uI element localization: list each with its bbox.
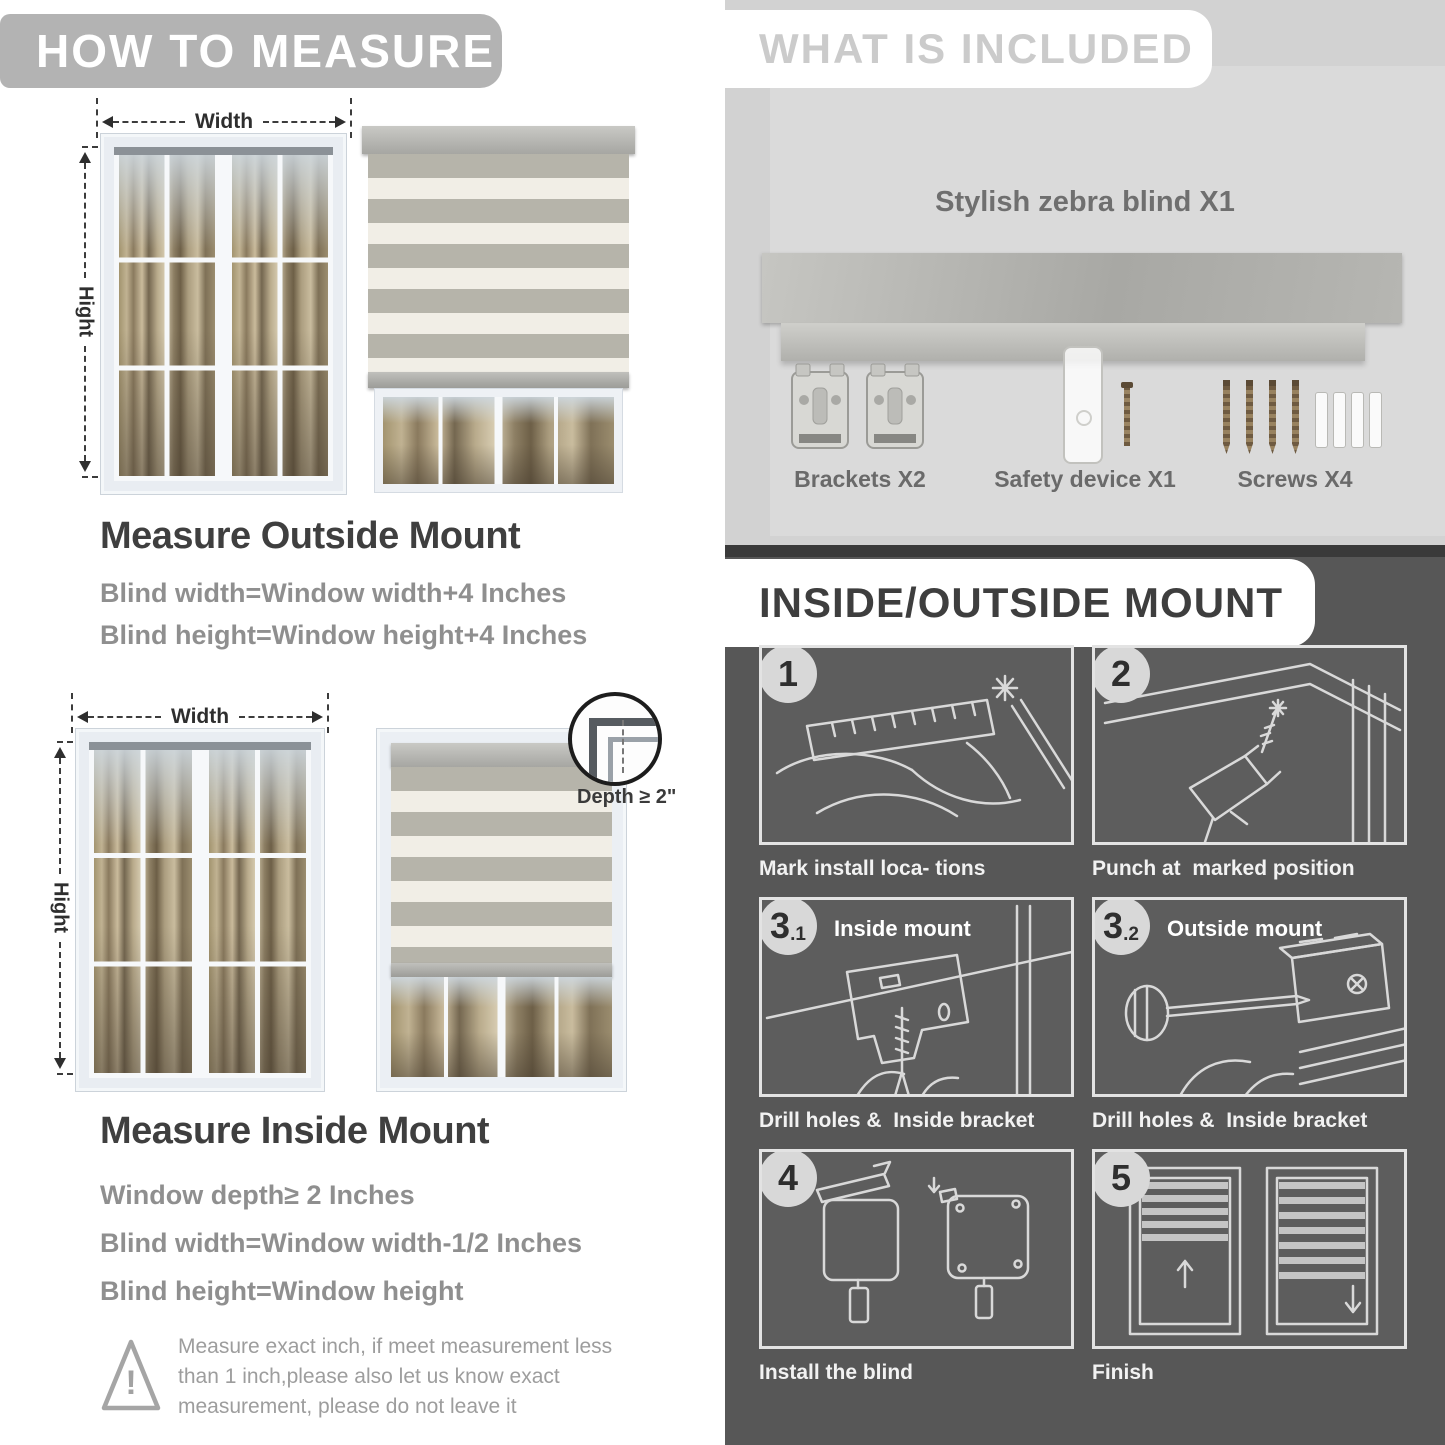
what-is-included-title: WHAT IS INCLUDED xyxy=(759,25,1194,72)
width-arrow xyxy=(96,110,352,134)
step-inner-title: Inside mount xyxy=(834,916,971,941)
width-label: Width xyxy=(170,705,230,728)
depth-label: Depth ≥ 2" xyxy=(577,786,677,808)
bracket-icon xyxy=(787,360,853,456)
outside-rule-height: Blind height=Window height+4 Inches xyxy=(100,620,588,650)
safety-device-icon xyxy=(1063,346,1103,464)
step-number-badge: 5 xyxy=(1092,1149,1150,1207)
height-arrow xyxy=(74,146,96,478)
window-peek xyxy=(374,388,623,493)
step-panel-2 xyxy=(1092,645,1407,845)
height-arrow xyxy=(49,741,71,1075)
screw-icon xyxy=(1246,380,1253,454)
window-peek xyxy=(391,977,612,1077)
what-is-included-section xyxy=(725,0,1445,545)
measure-outside-title: Measure Outside Mount xyxy=(100,515,521,557)
how-to-measure-title: HOW TO MEASURE xyxy=(36,25,496,77)
wall-anchor-icon xyxy=(1333,392,1346,448)
window-top-channel xyxy=(114,147,333,155)
width-arrow xyxy=(71,705,329,729)
step-caption: Punch at marked position xyxy=(1092,857,1355,880)
height-label: Hight xyxy=(74,286,97,338)
brackets-label: Brackets X2 xyxy=(794,466,926,492)
inside-outside-mount-title: INSIDE/OUTSIDE MOUNT xyxy=(759,579,1284,626)
how-to-measure-header xyxy=(0,14,502,88)
inside-mount-window-photo xyxy=(75,728,325,1092)
measure-note: Measure exact inch, if meet measurement less than 1 inch,please also let us know exact measurement, please do not leave it xyxy=(178,1335,613,1418)
blind-headrail-image xyxy=(762,253,1402,323)
zebra-blind-qty-label: Stylish zebra blind X1 xyxy=(935,186,1235,218)
step-caption: Finish xyxy=(1092,1361,1154,1384)
step-number-badge: 2 xyxy=(1092,645,1150,703)
screw-icon xyxy=(1223,380,1230,454)
width-tick-right xyxy=(350,98,352,138)
step-number-badge: 3 .2 xyxy=(1092,897,1150,955)
inside-outside-mount-header xyxy=(725,559,1315,647)
blind-bottom-rail xyxy=(391,963,612,977)
step-caption: Drill holes & Inside bracket xyxy=(759,1109,1035,1132)
step-panel-3-1 xyxy=(759,897,1074,1097)
arrow-up-icon xyxy=(54,741,66,758)
arrow-left-icon xyxy=(71,711,88,723)
step-caption: Drill holes & Inside bracket xyxy=(1092,1109,1368,1132)
inside-rule-width: Blind width=Window width-1/2 Inches xyxy=(100,1228,583,1258)
step-panel-4 xyxy=(759,1149,1074,1349)
window-sash xyxy=(114,147,220,481)
outside-rule-width: Blind width=Window width+4 Inches xyxy=(100,578,567,608)
window-muntins xyxy=(209,747,307,1073)
inside-rule-height: Blind height=Window height xyxy=(100,1276,464,1306)
step-inner-title: Outside mount xyxy=(1167,916,1323,941)
window-top-channel xyxy=(89,742,311,750)
window-muntins xyxy=(383,397,614,484)
wall-anchor-icon xyxy=(1351,392,1364,448)
width-label: Width xyxy=(194,110,254,133)
warning-exclamation: ! xyxy=(125,1363,137,1402)
window-muntins xyxy=(119,152,215,476)
window-sash xyxy=(227,147,333,481)
arrow-up-icon xyxy=(79,146,91,163)
step-panel-5 xyxy=(1092,1149,1407,1349)
what-is-included-header xyxy=(725,10,1212,88)
arrow-left-icon xyxy=(96,116,113,128)
step-number-badge: 1 xyxy=(759,645,817,703)
wall-anchor-icon xyxy=(1369,392,1382,448)
small-screw-icon xyxy=(1124,388,1130,446)
depth-magnifier-icon xyxy=(568,692,662,786)
width-tick-left xyxy=(96,98,98,138)
blind-fabric xyxy=(368,154,629,372)
window-muntins xyxy=(232,152,328,476)
window-muntins xyxy=(391,977,612,1077)
window-sash xyxy=(204,742,312,1078)
step-number-badge: 4 xyxy=(759,1149,817,1207)
inside-rule-depth: Window depth≥ 2 Inches xyxy=(100,1180,415,1210)
measure-inside-title: Measure Inside Mount xyxy=(100,1110,490,1152)
height-label: Hight xyxy=(49,882,72,934)
window-sash xyxy=(89,742,197,1078)
zebra-blind-outside-illustration xyxy=(362,126,635,493)
outside-mount-window-photo xyxy=(100,133,347,495)
step-caption: Install the blind xyxy=(759,1361,914,1384)
bracket-icon xyxy=(862,360,928,456)
step-caption: Mark install loca- tions xyxy=(759,857,986,880)
step-number-badge: 3 .1 xyxy=(759,897,817,955)
step-panel-1 xyxy=(759,645,1074,845)
step-panel-3-2 xyxy=(1092,897,1407,1097)
wall-anchor-icon xyxy=(1315,392,1328,448)
zebra-blind-inside-illustration xyxy=(376,728,627,1092)
blind-cassette xyxy=(362,126,635,154)
safety-device-label: Safety device X1 xyxy=(994,466,1176,492)
screws-label: Screws X4 xyxy=(1237,466,1353,492)
screw-icon xyxy=(1292,380,1299,454)
inside-outside-mount-section xyxy=(725,545,1445,1445)
section-divider xyxy=(725,545,1445,557)
screw-icon xyxy=(1269,380,1276,454)
window-muntins xyxy=(94,747,192,1073)
blind-bottom-rail xyxy=(368,372,629,388)
